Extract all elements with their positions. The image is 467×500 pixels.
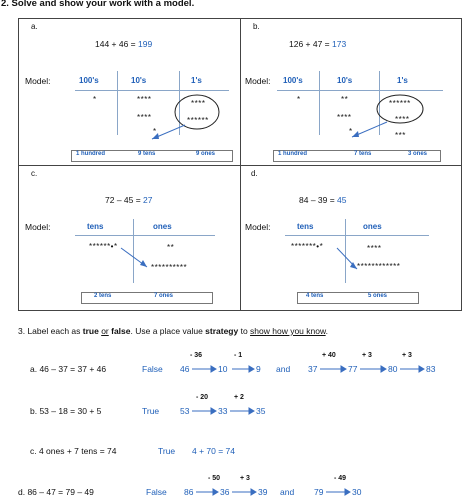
q3a-label: False <box>142 364 163 374</box>
model-grid <box>18 18 462 311</box>
q3d-op3: - 49 <box>334 475 347 482</box>
q3d-op2: + 3 <box>240 475 250 482</box>
q3b-statement: b. 53 – 18 = 30 + 5 <box>30 406 102 416</box>
q3a-statement: a. 46 – 37 = 37 + 46 <box>30 364 107 374</box>
cell-c-col-tens: tens <box>87 222 104 231</box>
cell-c-answer: 27 <box>143 195 153 205</box>
cell-a-box-ones: 9 ones <box>196 151 216 157</box>
q3d-op1: - 50 <box>208 475 221 482</box>
q3a-op3: + 40 <box>322 352 336 359</box>
cell-a-letter: a. <box>31 22 38 31</box>
cell-b-letter: b. <box>253 22 260 31</box>
cell-d-equation: 84 – 39 = 45 <box>299 195 347 205</box>
cell-c-box-tens: 2 tens <box>94 293 112 299</box>
cell-d-box-ones: 5 ones <box>368 293 388 299</box>
cell-b-answer: 173 <box>332 39 347 49</box>
cell-d-col-tens: tens <box>297 222 314 231</box>
cell-d-model-label: Model: <box>245 222 271 232</box>
cell-b-stars-hundreds: * <box>297 95 301 104</box>
cell-c-box-ones: 7 ones <box>154 293 174 299</box>
cell-d-stars-ones-1: **** <box>367 244 382 253</box>
cell-c-stars-ones-1: ** <box>167 243 175 252</box>
cell-a-stars-ones-1: **** <box>191 99 206 108</box>
q3a-n2: 10 <box>218 364 228 374</box>
q3b-label: True <box>142 406 160 416</box>
q3a-m1: 37 <box>308 364 318 374</box>
q3b-n2: 33 <box>218 406 228 416</box>
cell-a-regroup-circle <box>175 95 219 129</box>
cell-d-letter: d. <box>251 169 258 178</box>
q3d-n3: 39 <box>258 487 268 497</box>
q3d-n2: 36 <box>220 487 230 497</box>
cell-c-col-ones: ones <box>153 222 172 231</box>
cell-a-col-tens: 10's <box>131 76 147 85</box>
cell-b-col-tens: 10's <box>337 76 353 85</box>
cell-c-letter: c. <box>31 169 38 178</box>
q3d-arrowhead-1 <box>213 489 218 495</box>
cell-a-stars-hundreds: * <box>93 95 97 104</box>
q3b-op1: - 20 <box>196 394 209 401</box>
cell-b-box-tens: 7 tens <box>354 151 372 157</box>
cell-c-stars-tens: ******•* <box>89 242 118 251</box>
cell-d-col-ones: ones <box>363 222 382 231</box>
q3d-n1: 86 <box>184 487 194 497</box>
q3d-and: and <box>280 487 295 497</box>
q3a-arrowhead-5 <box>419 366 424 372</box>
q3b-arrowhead-2 <box>249 408 254 414</box>
q3a-m4: 83 <box>426 364 436 374</box>
cell-a-answer: 199 <box>138 39 153 49</box>
cell-a-equation: 144 + 46 = 199 <box>95 39 153 49</box>
q3a-op2: - 1 <box>234 352 243 359</box>
cell-b-col-ones: 1's <box>397 76 408 85</box>
cell-b-stars-tens-3: * <box>349 127 353 136</box>
cell-d-box-tens: 4 tens <box>306 293 324 299</box>
cell-a-col-ones: 1's <box>191 76 202 85</box>
q3a-and: and <box>276 364 291 374</box>
q3a-op5: + 3 <box>402 352 412 359</box>
q3c-work: 4 + 70 = 74 <box>192 446 236 456</box>
cell-b-regroup-circle <box>377 95 423 123</box>
cell-a-box-tens: 9 tens <box>138 151 156 157</box>
cell-d-stars-ones-2: ************ <box>357 262 401 271</box>
q3a-m2: 77 <box>348 364 358 374</box>
cell-c-model-label: Model: <box>25 222 51 232</box>
q3b-op2: + 2 <box>234 394 244 401</box>
cell-a-stars-ones-2: ****** <box>187 116 209 125</box>
q3a-arrowhead-3 <box>341 366 346 372</box>
q3c-statement: c. 4 ones + 7 tens = 74 <box>30 446 117 456</box>
cell-a-stars-tens-3: * <box>153 127 157 136</box>
cell-d-stars-tens: *******•* <box>291 242 324 251</box>
q3a-arrowhead-1 <box>211 366 216 372</box>
q3b-arrowhead-1 <box>211 408 216 414</box>
cell-b-box-hundreds: 1 hundred <box>278 151 308 157</box>
cell-c-equation: 72 – 45 = 27 <box>105 195 153 205</box>
cell-a-model-label: Model: <box>25 76 51 86</box>
q3a-op1: - 36 <box>190 352 203 359</box>
section-3-heading: 3. Label each as true or false. Use a place value strategy to show how you know. <box>18 326 329 336</box>
q3d-arrowhead-2 <box>251 489 256 495</box>
q3c-label: True <box>158 446 176 456</box>
q3a-op4: + 3 <box>362 352 372 359</box>
cell-b-col-hundreds: 100's <box>283 76 303 85</box>
cell-a-regroup-arrowhead <box>152 133 159 139</box>
q3a-arrowhead-4 <box>381 366 386 372</box>
section-2-heading: 2. Solve and show your work with a model. <box>1 0 195 9</box>
q3a-arrowhead-2 <box>249 366 254 372</box>
cell-b-box-ones: 3 ones <box>408 151 428 157</box>
cell-a-stars-tens-1: **** <box>137 95 152 104</box>
q3a-n3: 9 <box>256 364 261 374</box>
cell-b-stars-tens-2: **** <box>337 113 352 122</box>
cell-b-regroup-arrowhead <box>352 131 359 137</box>
q3a-n1: 46 <box>180 364 190 374</box>
q3b-n3: 35 <box>256 406 266 416</box>
cell-b-stars-tens-1: ** <box>341 95 349 104</box>
cell-a-stars-tens-2: **** <box>137 113 152 122</box>
cell-b-stars-ones-1: ****** <box>389 99 411 108</box>
cell-a-col-hundreds: 100's <box>79 76 99 85</box>
cell-b-equation: 126 + 47 = 173 <box>289 39 347 49</box>
cell-d-answer: 45 <box>337 195 347 205</box>
q3a-m3: 80 <box>388 364 398 374</box>
cell-b-stars-ones-2: **** <box>395 115 410 124</box>
cell-c-ungroup-arrowhead <box>140 260 147 267</box>
q3d-m2: 30 <box>352 487 362 497</box>
q3d-arrowhead-3 <box>345 489 350 495</box>
q3d-statement: d. 86 – 47 = 79 – 49 <box>18 487 94 497</box>
cell-b-model-label: Model: <box>245 76 271 86</box>
model-annotations <box>19 19 461 310</box>
cell-b-stars-ones-3: *** <box>395 131 406 140</box>
q3d-label: False <box>146 487 167 497</box>
cell-c-stars-ones-2: ********** <box>151 263 188 272</box>
q3b-n1: 53 <box>180 406 190 416</box>
q3d-m1: 79 <box>314 487 324 497</box>
cell-a-box-hundreds: 1 hundred <box>76 151 106 157</box>
